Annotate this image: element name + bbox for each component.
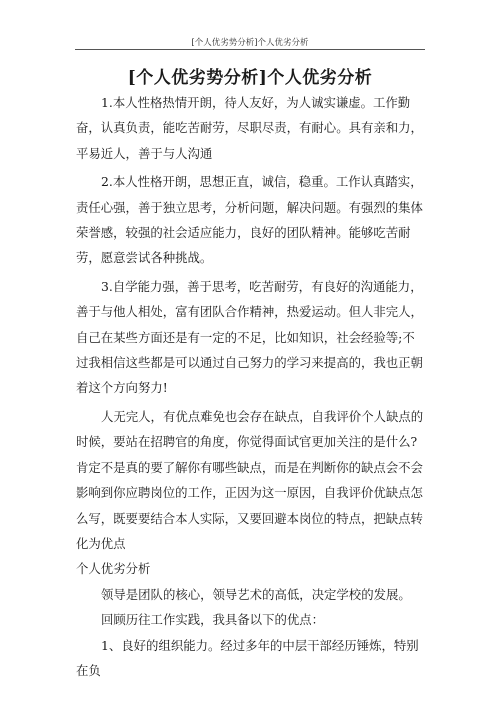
paragraph-6: 回顾历往工作实践，我具备以下的优点：	[101, 612, 325, 628]
paragraph-7: 1、良好的组织能力。经过多年的中层干部经历锤炼，特别在负	[76, 637, 419, 678]
paragraph-1: 1.本人性格热情开朗，待人友好，为人诚实谦虚。工作勤奋，认真负责，能吃苦耐劳，尽职尽责，有耐心。具有亲和力，平易近人，善于与人沟通	[76, 95, 423, 161]
running-header: [个人优劣势分析]个人优劣分析	[191, 38, 309, 48]
paragraph-5: 领导是团队的核心，领导艺术的高低，决定学校的发展。	[101, 586, 411, 602]
paragraph-2: 2.本人性格开朗，思想正直，诚信，稳重。工作认真踏实，责任心强，善于独立思考，分析问题，解决问题。有强烈的集体荣誉感，较强的社会适应能力，良好的团队精神。能够吃苦耐劳，愿意尝试各种挑战。	[76, 174, 423, 266]
paragraph-3: 3.自学能力强，善于思考，吃苦耐劳，有良好的沟通能力，善于与他人相处，富有团队合作精神，热爱运动。但人非完人，自己在某些方面还是有一定的不足，比如知识，社会经验等;不过我相信这些都是可以通过自己努力的学习来提高的，我也正朝着这个方向努力!	[76, 278, 423, 396]
page-title: [个人优劣势分析]个人优劣分析	[127, 68, 373, 88]
document-body	[76, 90, 426, 683]
paragraph-4: 人无完人，有优点难免也会存在缺点，自我评价个人缺点的时候，要站在招聘官的角度，你觉得面试官更加关注的是什么?肯定不是真的要了解你有哪些缺点，而是在判断你的缺点会不会影响到你应聘岗位的工作，正因为这一原因，自我评价优缺点怎么写，既要要结合本人实际，又要回避本岗位的特点，把缺点转化为优点	[76, 408, 424, 551]
header-divider	[75, 49, 425, 50]
section-heading: 个人优劣分析	[76, 561, 151, 577]
